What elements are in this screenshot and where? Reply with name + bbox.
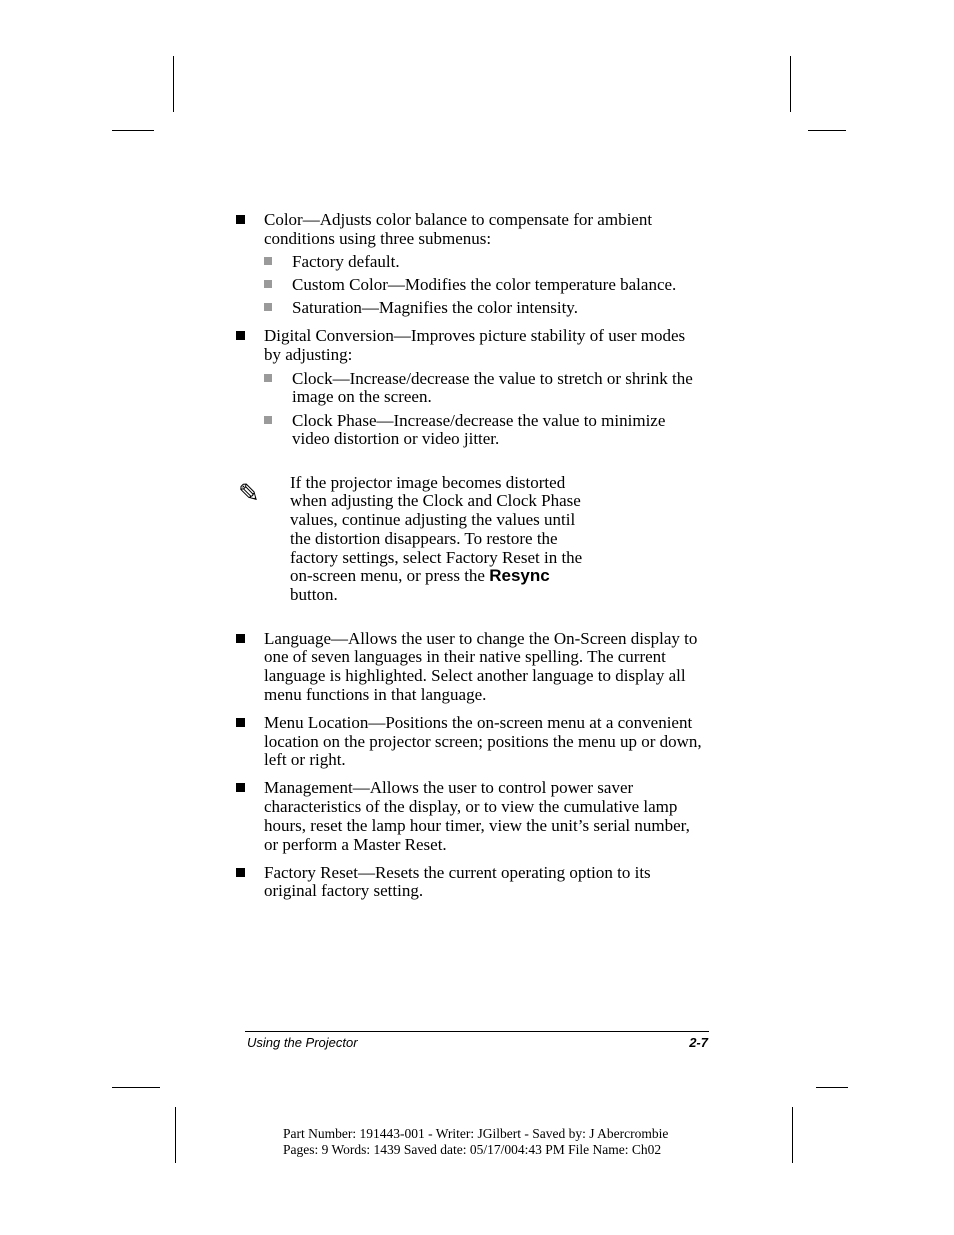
- digital-item-line-2: by adjusting:: [264, 345, 353, 364]
- sub-bullet-square: [264, 257, 272, 265]
- crop-mark-bottom-right-vertical: [792, 1107, 793, 1163]
- color-sub-factory-default: Factory default.: [292, 252, 400, 271]
- menu-location-item-line-1: Menu Location—Positions the on-screen menu at a convenient: [264, 713, 693, 732]
- digital-sub-clock-phase-line-2: video distortion or video jitter.: [292, 429, 500, 448]
- crop-mark-bottom-left-horizontal: [112, 1087, 160, 1088]
- note-line-5: factory settings, select Factory Reset in the: [290, 548, 583, 567]
- crop-mark-bottom-right-horizontal: [816, 1087, 848, 1088]
- color-item-line-2: conditions using three submenus:: [264, 229, 492, 248]
- note-line-1: If the projector image becomes distorted: [290, 473, 566, 492]
- sub-bullet-square: [264, 303, 272, 311]
- management-item-line-2: characteristics of the display, or to view the cumulative lamp: [264, 797, 678, 816]
- resync-button-label: Resync: [489, 566, 550, 585]
- menu-location-item-line-2: location on the projector screen; positions the menu up or down,: [264, 732, 702, 751]
- language-item-line-3: language is highlighted. Select another language to display all: [264, 666, 686, 685]
- note-line-7: button.: [290, 585, 338, 604]
- factory-reset-item-line-2: original factory setting.: [264, 881, 424, 900]
- footer-rule: [245, 1031, 709, 1032]
- management-item-line-1: Management—Allows the user to control power saver: [264, 778, 634, 797]
- color-sub-custom-color: Custom Color—Modifies the color temperature balance.: [292, 275, 677, 294]
- crop-mark-top-right-horizontal: [808, 130, 846, 131]
- management-item-line-4: or perform a Master Reset.: [264, 835, 447, 854]
- menu-location-item-line-3: left or right.: [264, 750, 346, 769]
- bullet-square: [236, 215, 245, 224]
- language-item-line-4: menu functions in that language.: [264, 685, 487, 704]
- note-line-6: [290, 566, 550, 585]
- digital-sub-clock-line-1: Clock—Increase/decrease the value to stretch or shrink the: [292, 369, 693, 388]
- factory-reset-item-line-1: Factory Reset—Resets the current operating option to its: [264, 863, 651, 882]
- bullet-square: [236, 718, 245, 727]
- part-info-line-1: Part Number: 191443-001 - Writer: JGilbert - Saved by: J Abercrombie: [283, 1126, 669, 1141]
- note-line-4: the distortion disappears. To restore the: [290, 529, 558, 548]
- bullet-square: [236, 634, 245, 643]
- bullet-square: [236, 783, 245, 792]
- color-item-line-1: Color—Adjusts color balance to compensate for ambient: [264, 210, 653, 229]
- crop-mark-bottom-left-vertical: [175, 1107, 176, 1163]
- sub-bullet-square: [264, 280, 272, 288]
- digital-sub-clock-line-2: image on the screen.: [292, 387, 432, 406]
- sub-bullet-square: [264, 416, 272, 424]
- part-info-line-2: Pages: 9 Words: 1439 Saved date: 05/17/004:43 PM File Name: Ch02: [283, 1142, 662, 1157]
- sub-bullet-square: [264, 374, 272, 382]
- digital-sub-clock-phase-line-1: Clock Phase—Increase/decrease the value to minimize: [292, 411, 666, 430]
- color-sub-saturation: Saturation—Magnifies the color intensity.: [292, 298, 578, 317]
- language-item-line-1: Language—Allows the user to change the On-Screen display to: [264, 629, 698, 648]
- crop-mark-top-left-vertical: [173, 56, 174, 112]
- bullet-square: [236, 331, 245, 340]
- pencil-icon: ✎: [238, 479, 260, 509]
- bullet-square: [236, 868, 245, 877]
- note-line-2: when adjusting the Clock and Clock Phase: [290, 491, 581, 510]
- footer-section-title: Using the Projector: [247, 1035, 358, 1050]
- crop-mark-top-right-vertical: [790, 56, 791, 112]
- digital-item-line-1: Digital Conversion—Improves picture stability of user modes: [264, 326, 686, 345]
- crop-mark-top-left-horizontal: [112, 130, 154, 131]
- footer-page-number: 2-7: [689, 1035, 708, 1050]
- language-item-line-2: one of seven languages in their native spelling. The current: [264, 647, 666, 666]
- note-line-6-text: on-screen menu, or press the: [290, 566, 485, 585]
- management-item-line-3: hours, reset the lamp hour timer, view the unit’s serial number,: [264, 816, 690, 835]
- note-line-3: values, continue adjusting the values until: [290, 510, 576, 529]
